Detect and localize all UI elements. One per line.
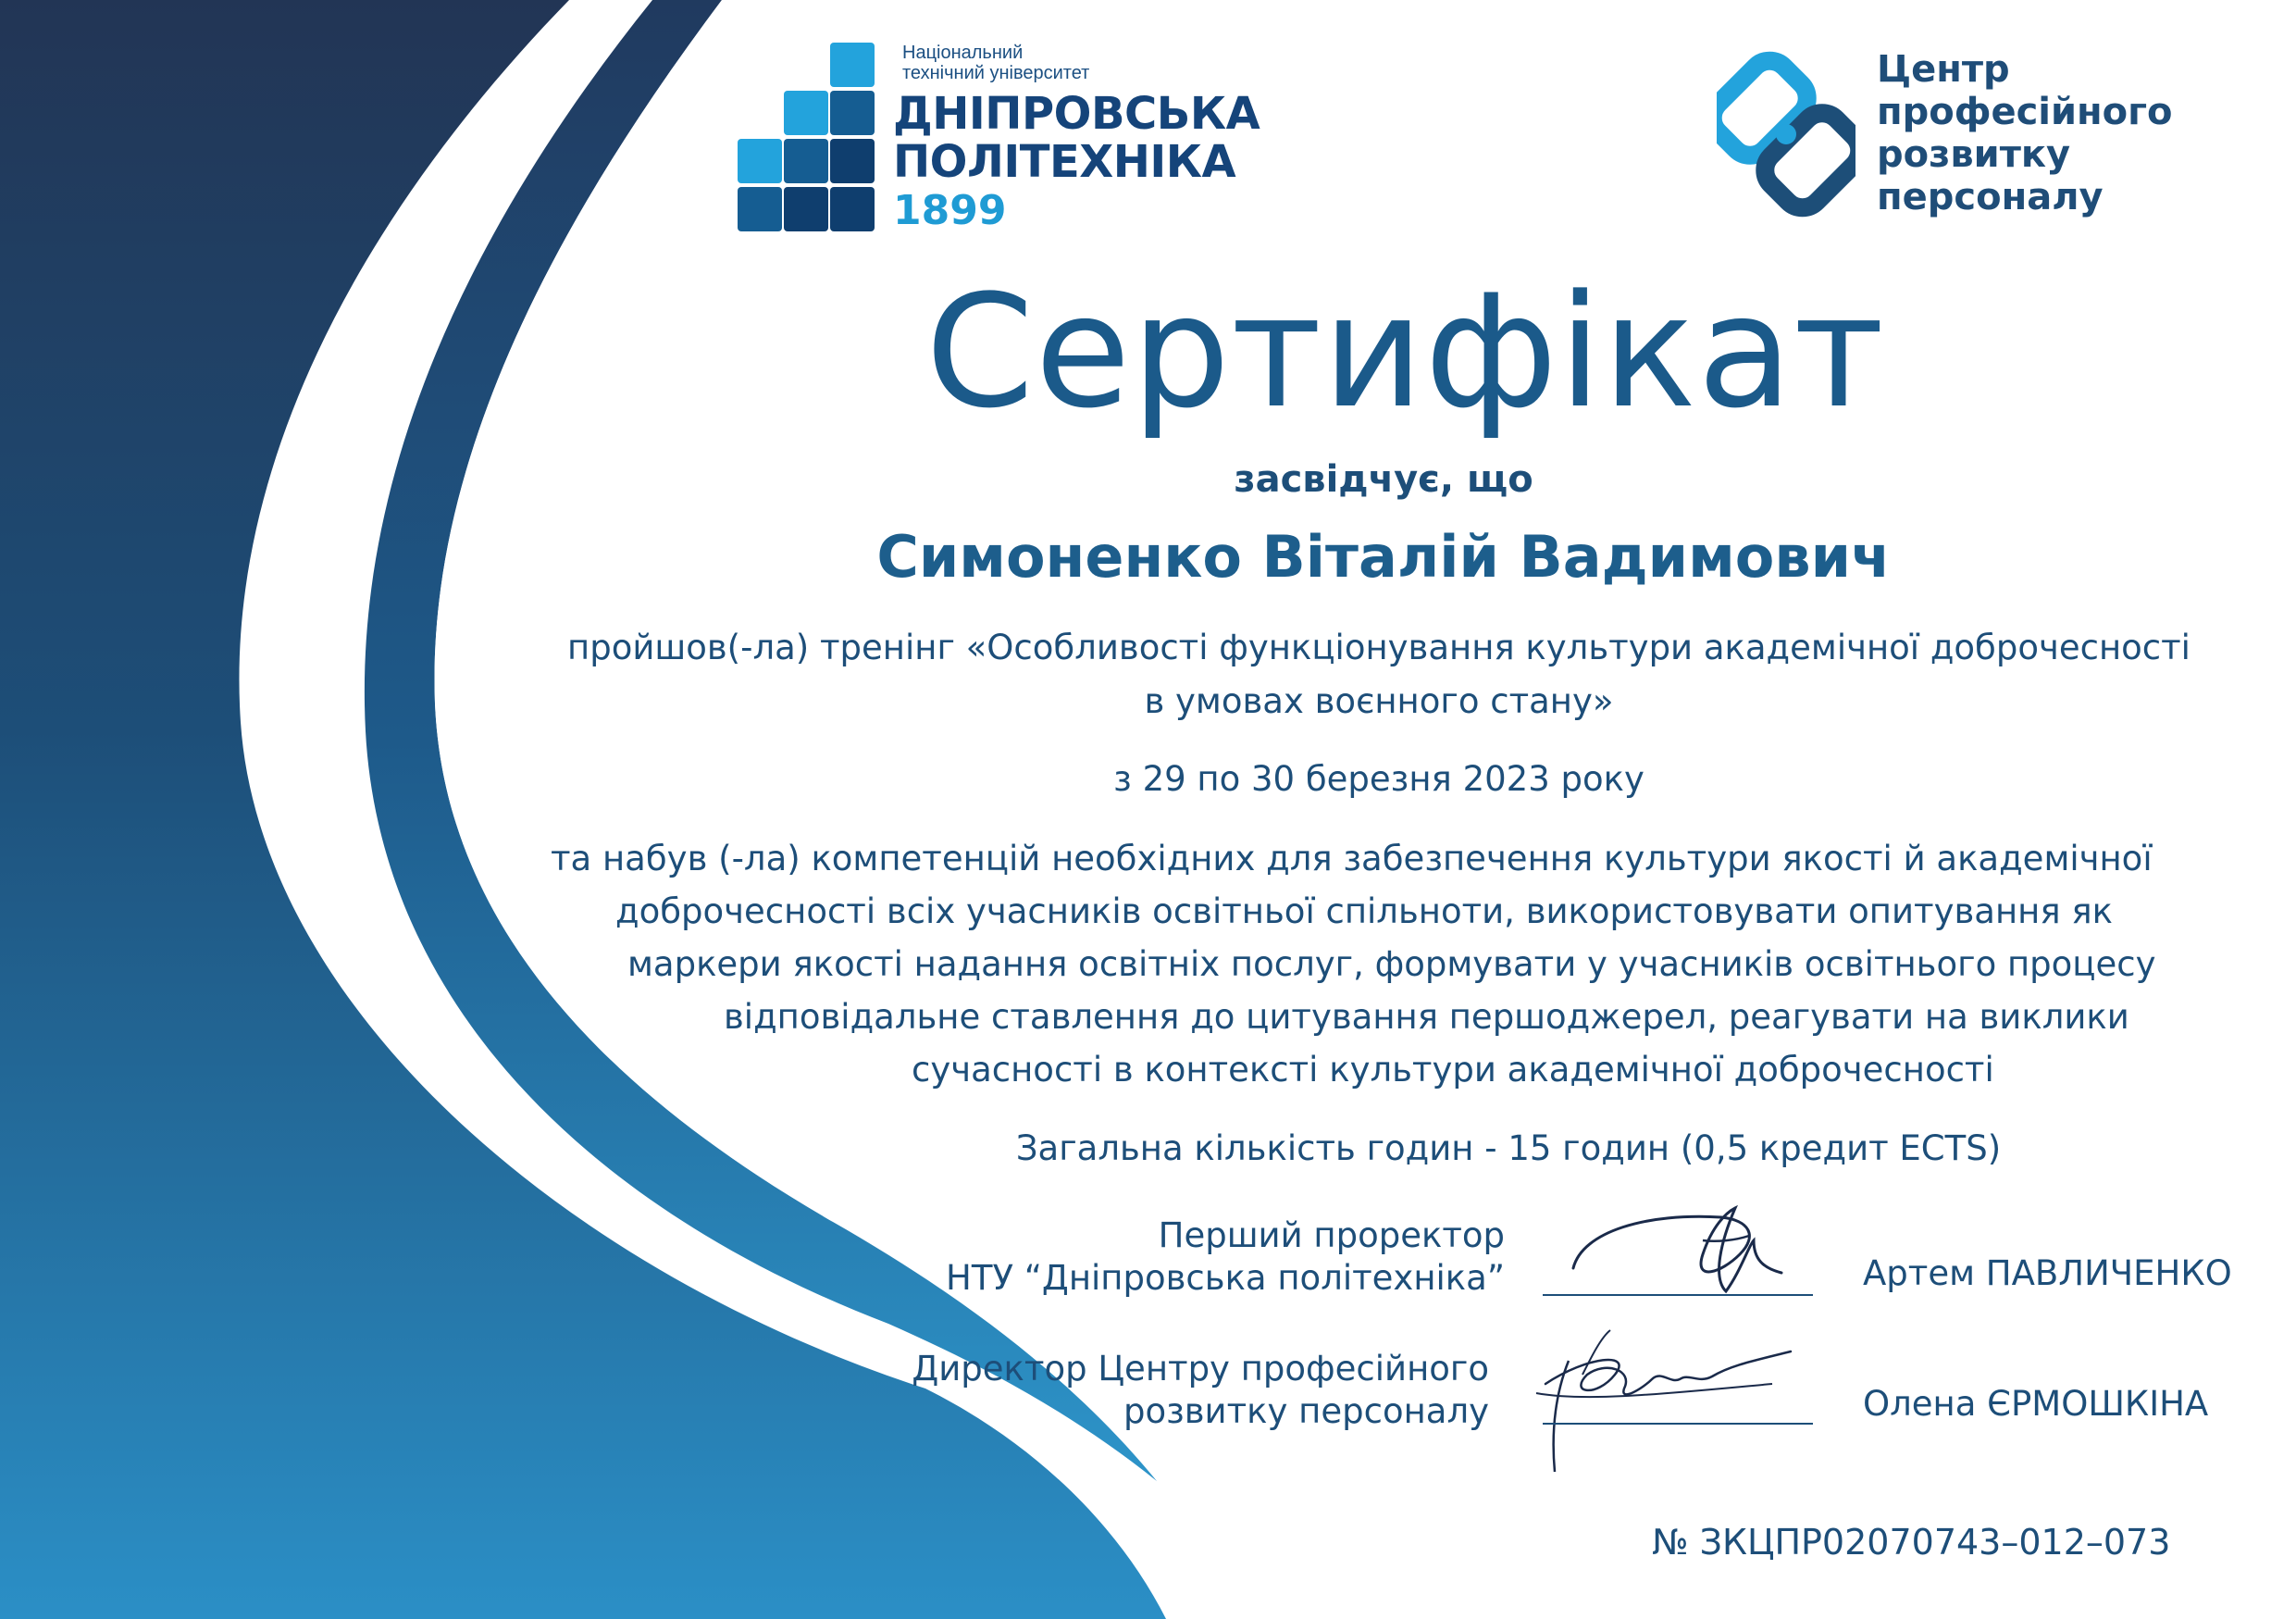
competence-line-1: та набув (-ла) компетенцій необхідних для забезпечення культури якості й академічної [551,839,2153,878]
center-logo-line1: Центр [1877,48,2010,91]
university-name-line1: ДНІПРОВСЬКА [893,88,1260,140]
signature-2 [1532,1319,1809,1476]
center-logo-text [1877,48,2173,218]
signatory-1-name: Артем ПАВЛИЧЕНКО [1863,1253,2232,1293]
signatory-1-title-line2: НТУ “Дніпровська політехніка” [946,1258,1505,1298]
signature-line-2 [1543,1423,1813,1425]
competence-line-4: відповідальне ставлення до цитування першоджерел, реагувати на виклики [724,997,2129,1037]
center-logo-line2: професійного [1877,91,2173,133]
signatory-2-title [912,1348,1489,1433]
signatory-2-title-line2: розвитку персоналу [1123,1391,1489,1431]
training-line-1: пройшов(-ла) тренінг «Особливості функціонування культури академічної доброчесності [567,628,2191,667]
signatory-2-title-line1: Директор Центру професійного [912,1349,1489,1389]
center-logo-line3: розвитку [1877,133,2071,176]
training-line-2: в умовах воєнного стану» [1144,681,1614,721]
university-type-line2: технічний університет [902,63,1090,83]
certificate-title: Сертифікат [925,261,1885,442]
certificate-number: № ЗКЦПР02070743–012–073 [1652,1522,2171,1563]
recipient-name: Симоненко Віталій Вадимович [876,523,1891,591]
university-type-line1: Національний [902,43,1024,63]
competence-line-2: доброчесності всіх учасників освітньої спільноти, використовувати опитування як [615,891,2113,931]
competence-line-5: сучасності в контексті культури академічної доброчесності [912,1050,1994,1090]
signature-1 [1564,1203,1795,1305]
center-logo-icon [1717,46,1855,222]
competence-line-3: маркери якості надання освітніх послуг, формувати у учасників освітнього процесу [627,944,2156,984]
university-name [893,90,1260,186]
university-name-line2: ПОЛІТЕХНІКА [893,136,1236,188]
certifies-label: засвідчує, що [1234,458,1533,501]
total-hours: Загальна кількість годин - 15 годин (0,5 кредит ECTS) [1015,1128,2002,1168]
signatory-2-name: Олена ЄРМОШКІНА [1863,1384,2209,1424]
center-logo-line4: персоналу [1877,176,2104,218]
signatory-1-title-line1: Перший проректор [1158,1215,1505,1255]
signature-line-1 [1543,1294,1813,1296]
signatory-1-title [946,1214,1505,1300]
university-type-label [902,43,1089,83]
training-dates: з 29 по 30 березня 2023 року [1113,759,1644,799]
university-year: 1899 [893,187,1007,234]
